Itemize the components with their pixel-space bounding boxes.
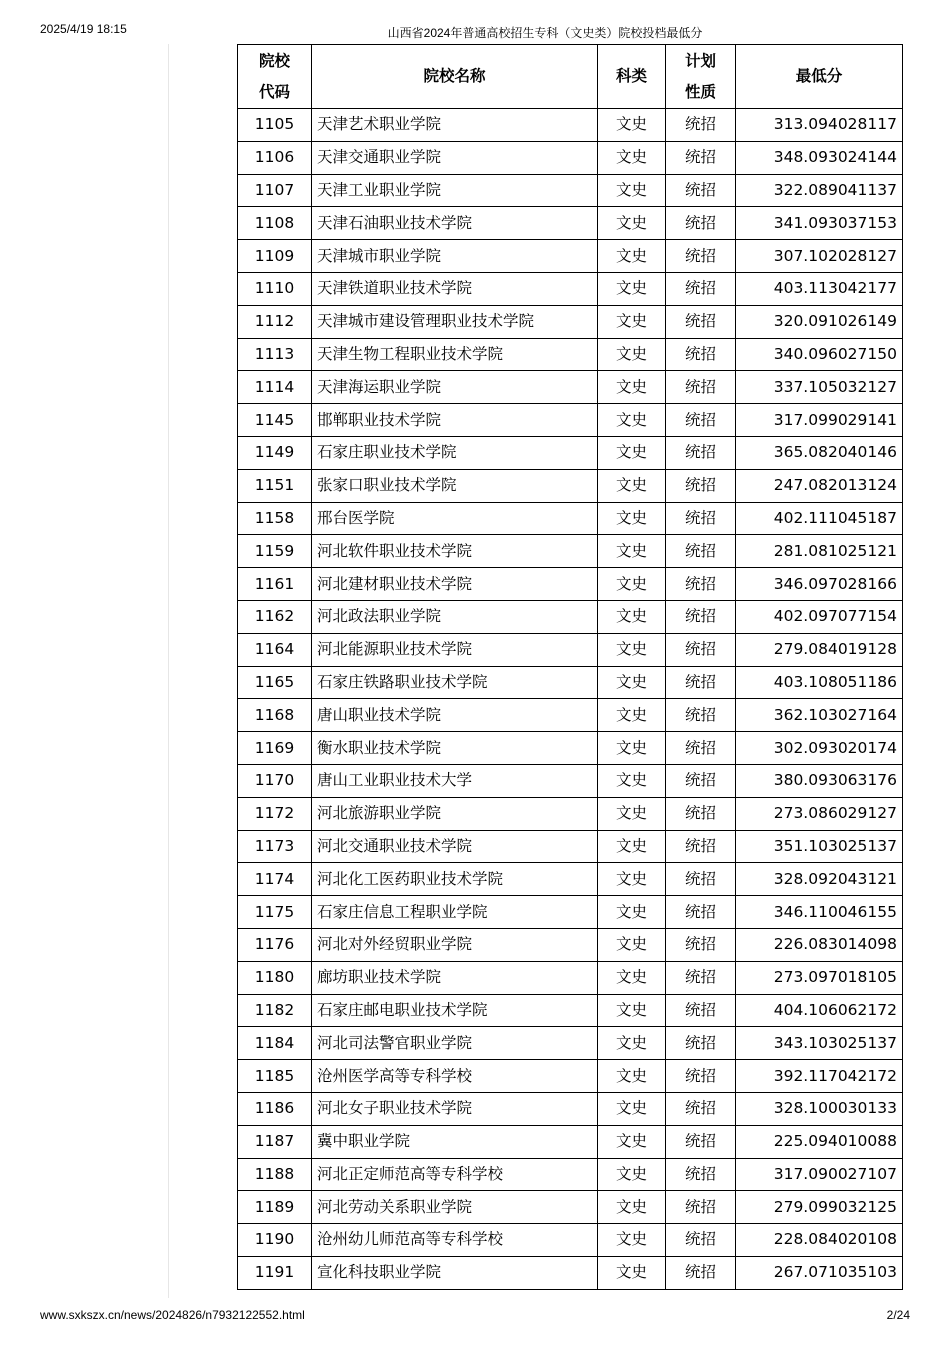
table-row <box>238 1027 903 1060</box>
table-row <box>238 994 903 1027</box>
cell-plan: 统招 <box>666 797 736 830</box>
table-row <box>238 1224 903 1257</box>
cell-name: 河北化工医药职业技术学院 <box>312 863 598 896</box>
cell-name: 冀中职业学院 <box>312 1125 598 1158</box>
cell-code: 1190 <box>238 1224 312 1257</box>
header-plan-line2: 性质 <box>684 82 716 101</box>
cell-type: 文史 <box>598 371 666 404</box>
table-row <box>238 1158 903 1191</box>
cell-score: 267.071035103 <box>736 1256 903 1289</box>
table-row <box>238 1191 903 1224</box>
cell-score: 348.093024144 <box>736 141 903 174</box>
cell-name: 唐山职业技术学院 <box>312 699 598 732</box>
cell-code: 1158 <box>238 502 312 535</box>
table-row <box>238 1256 903 1289</box>
table-row <box>238 338 903 371</box>
cell-name: 天津石油职业技术学院 <box>312 207 598 240</box>
cell-score: 402.111045187 <box>736 502 903 535</box>
cell-score: 341.093037153 <box>736 207 903 240</box>
table-row <box>238 1060 903 1093</box>
cell-name: 天津交通职业学院 <box>312 141 598 174</box>
cell-plan: 统招 <box>666 502 736 535</box>
cell-type: 文史 <box>598 961 666 994</box>
cell-score: 279.084019128 <box>736 633 903 666</box>
table-row <box>238 797 903 830</box>
cell-score: 402.097077154 <box>736 600 903 633</box>
header-type: 科类 <box>598 45 666 109</box>
table-row <box>238 830 903 863</box>
cell-code: 1151 <box>238 469 312 502</box>
table-row <box>238 469 903 502</box>
cell-score: 380.093063176 <box>736 764 903 797</box>
cell-score: 343.103025137 <box>736 1027 903 1060</box>
cell-code: 1159 <box>238 535 312 568</box>
cell-plan: 统招 <box>666 896 736 929</box>
cell-name: 石家庄职业技术学院 <box>312 436 598 469</box>
cell-name: 沧州医学高等专科学校 <box>312 1060 598 1093</box>
cell-name: 河北能源职业技术学院 <box>312 633 598 666</box>
cell-name: 邯郸职业技术学院 <box>312 404 598 437</box>
cell-plan: 统招 <box>666 272 736 305</box>
cell-name: 张家口职业技术学院 <box>312 469 598 502</box>
table-row <box>238 109 903 142</box>
cell-type: 文史 <box>598 1224 666 1257</box>
cell-plan: 统招 <box>666 207 736 240</box>
cell-code: 1149 <box>238 436 312 469</box>
cell-type: 文史 <box>598 600 666 633</box>
cell-code: 1108 <box>238 207 312 240</box>
cell-code: 1185 <box>238 1060 312 1093</box>
table-row <box>238 568 903 601</box>
cell-type: 文史 <box>598 502 666 535</box>
cell-type: 文史 <box>598 1125 666 1158</box>
table-row <box>238 1125 903 1158</box>
header-plan <box>666 45 736 109</box>
cell-plan: 统招 <box>666 174 736 207</box>
cell-name: 沧州幼儿师范高等专科学校 <box>312 1224 598 1257</box>
cell-type: 文史 <box>598 1191 666 1224</box>
print-datetime: 2025/4/19 18:15 <box>40 22 127 36</box>
cell-code: 1161 <box>238 568 312 601</box>
cell-code: 1174 <box>238 863 312 896</box>
cell-name: 河北司法警官职业学院 <box>312 1027 598 1060</box>
cell-code: 1189 <box>238 1191 312 1224</box>
cell-score: 225.094010088 <box>736 1125 903 1158</box>
cell-plan: 统招 <box>666 469 736 502</box>
table-row <box>238 699 903 732</box>
cell-score: 392.117042172 <box>736 1060 903 1093</box>
table-row <box>238 502 903 535</box>
cell-score: 307.102028127 <box>736 240 903 273</box>
cell-score: 279.099032125 <box>736 1191 903 1224</box>
cell-type: 文史 <box>598 633 666 666</box>
table-row <box>238 272 903 305</box>
cell-score: 328.100030133 <box>736 1092 903 1125</box>
table-row <box>238 404 903 437</box>
cell-code: 1175 <box>238 896 312 929</box>
table-row <box>238 436 903 469</box>
page-number: 2/24 <box>886 1308 910 1322</box>
score-table-container <box>237 44 903 1290</box>
side-divider <box>168 44 169 1298</box>
cell-plan: 统招 <box>666 1060 736 1093</box>
cell-type: 文史 <box>598 305 666 338</box>
cell-score: 328.092043121 <box>736 863 903 896</box>
table-row <box>238 863 903 896</box>
cell-name: 河北对外经贸职业学院 <box>312 928 598 961</box>
cell-score: 317.099029141 <box>736 404 903 437</box>
cell-type: 文史 <box>598 994 666 1027</box>
cell-name: 河北女子职业技术学院 <box>312 1092 598 1125</box>
table-row <box>238 535 903 568</box>
cell-type: 文史 <box>598 764 666 797</box>
cell-type: 文史 <box>598 338 666 371</box>
cell-type: 文史 <box>598 830 666 863</box>
cell-code: 1172 <box>238 797 312 830</box>
cell-type: 文史 <box>598 109 666 142</box>
cell-type: 文史 <box>598 896 666 929</box>
cell-code: 1112 <box>238 305 312 338</box>
cell-code: 1186 <box>238 1092 312 1125</box>
cell-type: 文史 <box>598 699 666 732</box>
cell-plan: 统招 <box>666 305 736 338</box>
cell-name: 衡水职业技术学院 <box>312 732 598 765</box>
cell-type: 文史 <box>598 272 666 305</box>
cell-code: 1188 <box>238 1158 312 1191</box>
print-header <box>0 20 950 42</box>
cell-plan: 统招 <box>666 699 736 732</box>
cell-plan: 统招 <box>666 1027 736 1060</box>
cell-score: 404.106062172 <box>736 994 903 1027</box>
cell-plan: 统招 <box>666 436 736 469</box>
table-row <box>238 207 903 240</box>
cell-plan: 统招 <box>666 1256 736 1289</box>
cell-score: 226.083014098 <box>736 928 903 961</box>
cell-type: 文史 <box>598 1158 666 1191</box>
cell-code: 1113 <box>238 338 312 371</box>
cell-plan: 统招 <box>666 1092 736 1125</box>
table-body <box>238 109 903 1290</box>
cell-score: 228.084020108 <box>736 1224 903 1257</box>
cell-score: 362.103027164 <box>736 699 903 732</box>
table-row <box>238 305 903 338</box>
cell-plan: 统招 <box>666 600 736 633</box>
cell-code: 1110 <box>238 272 312 305</box>
cell-type: 文史 <box>598 732 666 765</box>
cell-type: 文史 <box>598 568 666 601</box>
cell-score: 247.082013124 <box>736 469 903 502</box>
cell-code: 1176 <box>238 928 312 961</box>
cell-name: 天津生物工程职业技术学院 <box>312 338 598 371</box>
cell-plan: 统招 <box>666 961 736 994</box>
cell-plan: 统招 <box>666 141 736 174</box>
cell-type: 文史 <box>598 436 666 469</box>
cell-type: 文史 <box>598 1256 666 1289</box>
cell-type: 文史 <box>598 863 666 896</box>
table-row <box>238 240 903 273</box>
cell-score: 302.093020174 <box>736 732 903 765</box>
cell-plan: 统招 <box>666 568 736 601</box>
cell-plan: 统招 <box>666 732 736 765</box>
header-code-line1: 院校 <box>258 51 290 70</box>
table-header <box>238 45 903 109</box>
cell-score: 313.094028117 <box>736 109 903 142</box>
cell-name: 石家庄邮电职业技术学院 <box>312 994 598 1027</box>
cell-name: 河北软件职业技术学院 <box>312 535 598 568</box>
cell-type: 文史 <box>598 928 666 961</box>
cell-name: 天津海运职业学院 <box>312 371 598 404</box>
cell-score: 365.082040146 <box>736 436 903 469</box>
cell-score: 346.097028166 <box>736 568 903 601</box>
cell-name: 河北旅游职业学院 <box>312 797 598 830</box>
cell-name: 河北劳动关系职业学院 <box>312 1191 598 1224</box>
cell-plan: 统招 <box>666 830 736 863</box>
cell-plan: 统招 <box>666 1125 736 1158</box>
cell-code: 1173 <box>238 830 312 863</box>
cell-type: 文史 <box>598 207 666 240</box>
header-code-line2: 代码 <box>258 82 290 101</box>
cell-plan: 统招 <box>666 863 736 896</box>
cell-score: 273.086029127 <box>736 797 903 830</box>
cell-name: 天津艺术职业学院 <box>312 109 598 142</box>
cell-code: 1191 <box>238 1256 312 1289</box>
cell-score: 403.113042177 <box>736 272 903 305</box>
header-name: 院校名称 <box>312 45 598 109</box>
cell-name: 天津铁道职业技术学院 <box>312 272 598 305</box>
table-row <box>238 174 903 207</box>
cell-score: 322.089041137 <box>736 174 903 207</box>
cell-code: 1180 <box>238 961 312 994</box>
cell-type: 文史 <box>598 797 666 830</box>
cell-score: 403.108051186 <box>736 666 903 699</box>
cell-score: 317.090027107 <box>736 1158 903 1191</box>
cell-name: 天津城市职业学院 <box>312 240 598 273</box>
table-row <box>238 764 903 797</box>
cell-score: 273.097018105 <box>736 961 903 994</box>
table-row <box>238 732 903 765</box>
cell-plan: 统招 <box>666 371 736 404</box>
cell-code: 1182 <box>238 994 312 1027</box>
cell-code: 1145 <box>238 404 312 437</box>
score-table <box>237 44 903 1290</box>
cell-plan: 统招 <box>666 928 736 961</box>
cell-code: 1114 <box>238 371 312 404</box>
cell-plan: 统招 <box>666 764 736 797</box>
cell-plan: 统招 <box>666 1158 736 1191</box>
page-url: www.sxkszx.cn/news/2024826/n7932122552.html <box>40 1308 305 1322</box>
cell-code: 1168 <box>238 699 312 732</box>
cell-type: 文史 <box>598 240 666 273</box>
table-row <box>238 666 903 699</box>
cell-name: 石家庄铁路职业技术学院 <box>312 666 598 699</box>
table-row <box>238 1092 903 1125</box>
cell-type: 文史 <box>598 469 666 502</box>
cell-plan: 统招 <box>666 666 736 699</box>
cell-plan: 统招 <box>666 240 736 273</box>
cell-plan: 统招 <box>666 1224 736 1257</box>
cell-type: 文史 <box>598 404 666 437</box>
cell-score: 346.110046155 <box>736 896 903 929</box>
cell-plan: 统招 <box>666 535 736 568</box>
cell-score: 281.081025121 <box>736 535 903 568</box>
cell-score: 351.103025137 <box>736 830 903 863</box>
cell-plan: 统招 <box>666 404 736 437</box>
cell-name: 廊坊职业技术学院 <box>312 961 598 994</box>
cell-plan: 统招 <box>666 338 736 371</box>
cell-name: 河北交通职业技术学院 <box>312 830 598 863</box>
cell-name: 河北政法职业学院 <box>312 600 598 633</box>
cell-code: 1162 <box>238 600 312 633</box>
cell-name: 天津工业职业学院 <box>312 174 598 207</box>
cell-code: 1164 <box>238 633 312 666</box>
cell-name: 唐山工业职业技术大学 <box>312 764 598 797</box>
cell-name: 宣化科技职业学院 <box>312 1256 598 1289</box>
cell-type: 文史 <box>598 141 666 174</box>
table-row <box>238 961 903 994</box>
cell-code: 1169 <box>238 732 312 765</box>
cell-code: 1184 <box>238 1027 312 1060</box>
cell-score: 320.091026149 <box>736 305 903 338</box>
cell-score: 340.096027150 <box>736 338 903 371</box>
table-row <box>238 633 903 666</box>
cell-plan: 统招 <box>666 994 736 1027</box>
header-code <box>238 45 312 109</box>
cell-code: 1187 <box>238 1125 312 1158</box>
print-footer <box>0 1306 950 1328</box>
cell-score: 337.105032127 <box>736 371 903 404</box>
cell-code: 1109 <box>238 240 312 273</box>
cell-type: 文史 <box>598 174 666 207</box>
cell-type: 文史 <box>598 1027 666 1060</box>
header-plan-line1: 计划 <box>684 51 716 70</box>
cell-code: 1165 <box>238 666 312 699</box>
cell-name: 河北正定师范高等专科学校 <box>312 1158 598 1191</box>
table-row <box>238 928 903 961</box>
header-score: 最低分 <box>736 45 903 109</box>
cell-code: 1107 <box>238 174 312 207</box>
cell-type: 文史 <box>598 1092 666 1125</box>
cell-type: 文史 <box>598 666 666 699</box>
cell-code: 1105 <box>238 109 312 142</box>
cell-plan: 统招 <box>666 1191 736 1224</box>
cell-code: 1170 <box>238 764 312 797</box>
header-row <box>238 45 903 109</box>
table-row <box>238 896 903 929</box>
cell-code: 1106 <box>238 141 312 174</box>
cell-plan: 统招 <box>666 109 736 142</box>
cell-name: 天津城市建设管理职业技术学院 <box>312 305 598 338</box>
cell-name: 石家庄信息工程职业学院 <box>312 896 598 929</box>
cell-type: 文史 <box>598 1060 666 1093</box>
cell-name: 邢台医学院 <box>312 502 598 535</box>
table-row <box>238 141 903 174</box>
cell-plan: 统招 <box>666 633 736 666</box>
cell-name: 河北建材职业技术学院 <box>312 568 598 601</box>
table-row <box>238 371 903 404</box>
cell-type: 文史 <box>598 535 666 568</box>
page-title: 山西省2024年普通高校招生专科（文史类）院校投档最低分 <box>387 26 703 40</box>
table-row <box>238 600 903 633</box>
